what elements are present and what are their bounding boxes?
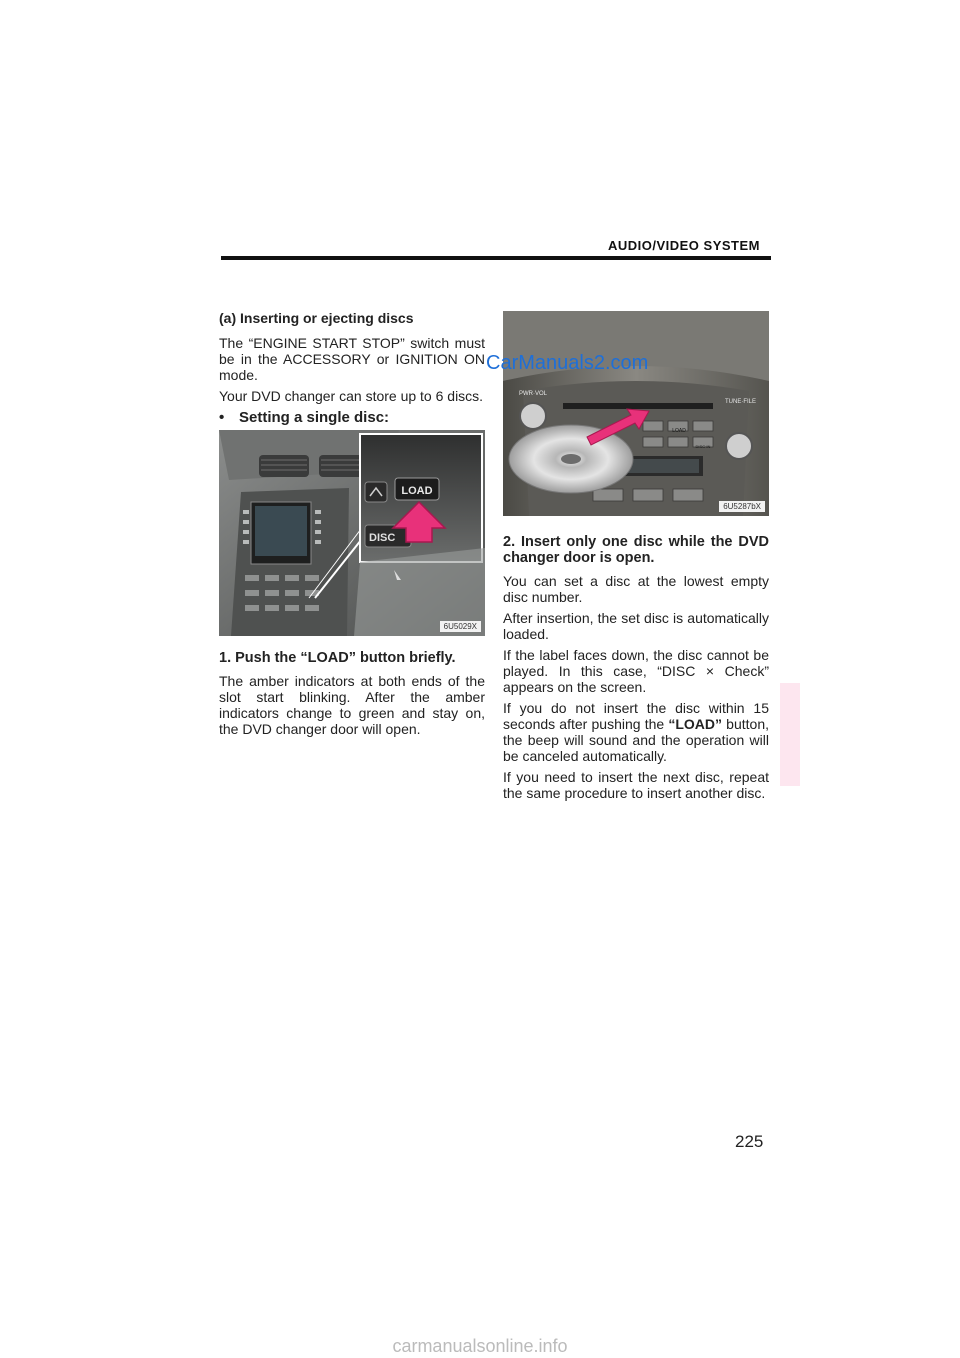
- step-2: 2. Insert only one disc while the DVD changer door is open.: [503, 534, 769, 566]
- paragraph-capacity: Your DVD changer can store up to 6 discs.: [219, 388, 484, 404]
- footer-watermark: carmanualsonline.info: [392, 1336, 568, 1356]
- bullet-heading: [219, 410, 485, 426]
- timeout-load-word: “LOAD”: [668, 716, 723, 732]
- bullet-heading-text: Setting a single disc:: [239, 409, 390, 426]
- inset-load-label: LOAD: [401, 485, 433, 497]
- figure-code: 6U5287bX: [719, 501, 765, 512]
- figure-insert-disc: [503, 311, 769, 516]
- paragraph-lowest-empty: You can set a disc at the lowest empty disc number.: [503, 573, 769, 605]
- header-rule: [221, 256, 771, 260]
- watermark-text: CarManuals2.com: [486, 352, 649, 374]
- changer-illustration: [503, 311, 769, 516]
- dashboard-illustration: [219, 430, 485, 636]
- paragraph-timeout: [503, 700, 769, 764]
- step-1: 1. Push the “LOAD” button briefly.: [219, 650, 456, 666]
- timeout-text-b: button, the beep will sound and the operation will be canceled automatically.: [503, 716, 769, 764]
- paragraph-mode-requirement: The “ENGINE START STOP” switch must be in the ACCESSORY or IGNITION ON mode.: [219, 335, 485, 383]
- subsection-heading: (a) Inserting or ejecting discs: [219, 310, 414, 326]
- left-column: [219, 310, 485, 438]
- right-column: [503, 534, 769, 806]
- panel-load-label: LOAD: [672, 428, 686, 434]
- left-column-lower: [219, 650, 485, 742]
- knob-left-label: PWR·VOL: [519, 391, 548, 397]
- knob-right-label: TUNE·FILE: [725, 399, 757, 405]
- figure-code: 6U5029X: [440, 621, 481, 632]
- paragraph-auto-load: After insertion, the set disc is automatically loaded.: [503, 610, 769, 642]
- paragraph-next-disc: If you need to insert the next disc, repeat the same procedure to insert another disc.: [503, 769, 769, 801]
- figure-load-button: [219, 430, 485, 636]
- bullet-icon: •: [219, 409, 225, 426]
- section-tab-marker: [780, 683, 800, 786]
- section-title: AUDIO/VIDEO SYSTEM: [607, 238, 760, 253]
- paragraph-label-down: If the label faces down, the disc cannot be played. In this case, “DISC × Check” appears on the screen.: [503, 647, 769, 695]
- inset-disc-label: DISC: [369, 532, 396, 544]
- panel-disc-in-label: DISC·IN: [695, 444, 711, 449]
- timeout-text-a: If you do not insert the disc within 15 seconds after pushing the: [503, 700, 769, 732]
- paragraph-indicators: The amber indicators at both ends of the slot start blinking. After the amber indicators change to green and stay on, the DVD changer door will open.: [219, 673, 485, 737]
- page-number: 225: [735, 1132, 764, 1151]
